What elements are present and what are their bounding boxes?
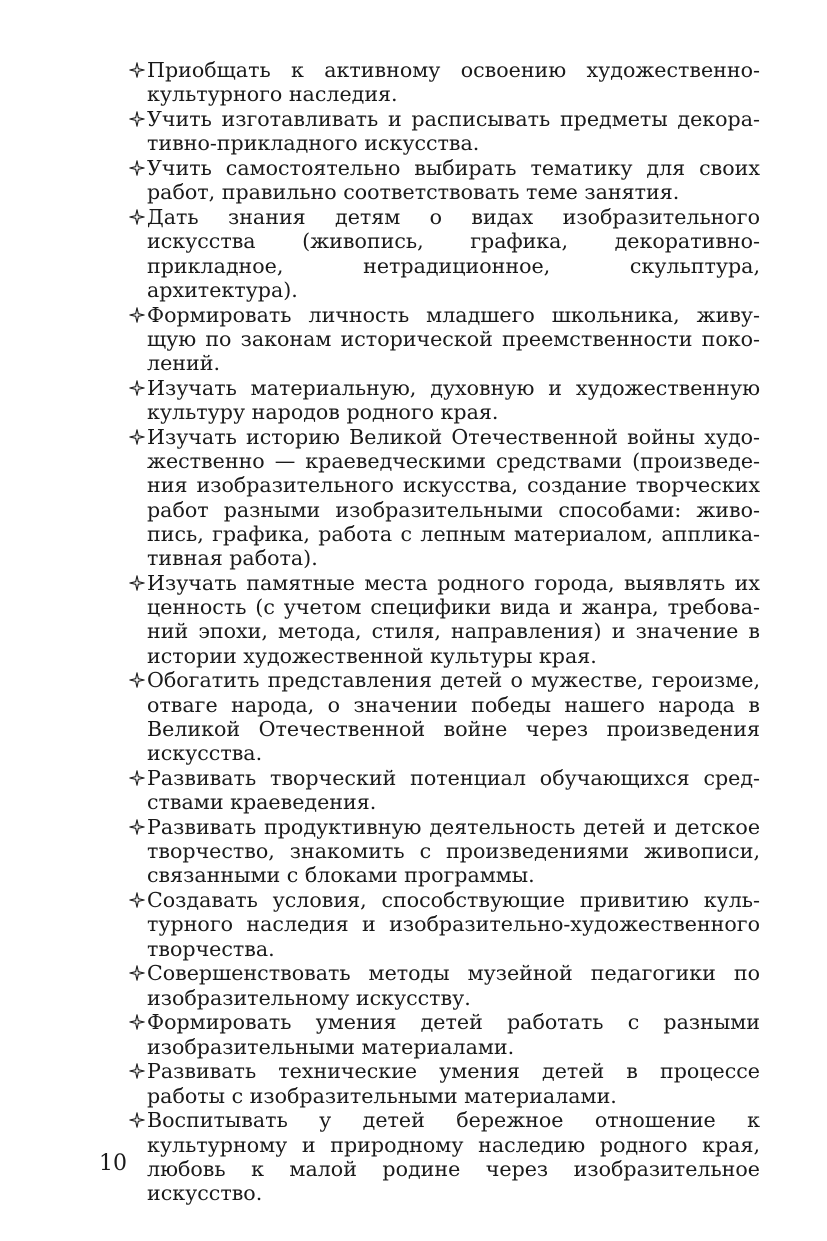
four-pointed-star-icon	[128, 766, 146, 790]
list-item	[128, 961, 760, 1010]
list-item-text: Дать знания детям о видах изобразительного искусства (живопись, графика, декоративно-прикладное, нетрадиционное, скульптура, архитектура).	[147, 205, 760, 302]
four-pointed-star-icon	[128, 571, 146, 595]
list-item	[128, 1010, 760, 1059]
list-item-text: Воспитывать у детей бережное отношение к культурному и природному наследию родного края, любовь к малой родине через изобразительное искусство.	[147, 1108, 760, 1205]
list-item	[128, 107, 760, 156]
list-item-text: Совершенствовать методы музейной педагогики по изобразительному искусству.	[147, 961, 760, 1010]
list-item	[128, 425, 760, 571]
four-pointed-star-icon	[128, 107, 146, 131]
list-item	[128, 815, 760, 888]
list-item-text: Формировать личность младшего школьника, живущую по законам исторической преемственности поколений.	[147, 302, 760, 375]
list-item	[128, 766, 760, 815]
four-pointed-star-icon	[128, 376, 146, 400]
list-item-text: Формировать умения детей работать с разными изобразительными материалами.	[147, 1010, 760, 1059]
four-pointed-star-icon	[128, 1010, 146, 1034]
four-pointed-star-icon	[128, 815, 146, 839]
four-pointed-star-icon	[128, 1108, 146, 1132]
list-item	[128, 303, 760, 376]
four-pointed-star-icon	[128, 205, 146, 229]
list-item	[128, 156, 760, 205]
list-item-text: Приобщать к активному освоению художественно-культурного наследия.	[147, 58, 760, 107]
list-item	[128, 1108, 760, 1205]
list-item-text: Учить самостоятельно выбирать тематику для своих работ, правильно соответствовать теме занятия.	[147, 156, 760, 205]
list-item-text: Изучать историю Великой Отечественной войны художественно — краеведческими средствами (произведения изобразительного искусства, создание творческих работ разными изобразительными способами: живопись, графика, работа с лепным материалом, аппликативная работа).	[147, 424, 760, 570]
list-item-text: Развивать продуктивную деятельность детей и детское творчество, знакомить с произведениями живописи, связанными с блоками программы.	[147, 814, 760, 888]
four-pointed-star-icon	[128, 156, 146, 180]
four-pointed-star-icon	[128, 425, 146, 449]
four-pointed-star-icon	[128, 58, 146, 82]
four-pointed-star-icon	[128, 303, 146, 327]
goals-list	[128, 58, 760, 1206]
list-item	[128, 58, 760, 107]
page-number: 10	[99, 1151, 127, 1176]
list-item	[128, 376, 760, 425]
list-item	[128, 205, 760, 302]
list-item-text: Создавать условия, способствующие привитию культурного наследия и изобразительно-художественного творчества.	[147, 888, 760, 961]
list-item	[128, 888, 760, 961]
four-pointed-star-icon	[128, 961, 146, 985]
list-item	[128, 668, 760, 765]
list-item-text: Изучать памятные места родного города, выявлять их ценность (с учетом специфики вида и жанра, требований эпохи, метода, стиля, направления) и значение в истории художественной культуры края.	[147, 570, 760, 668]
list-item-text: Учить изготавливать и расписывать предметы декоративно-прикладного искусства.	[147, 107, 760, 156]
list-item	[128, 1059, 760, 1108]
four-pointed-star-icon	[128, 1059, 146, 1083]
four-pointed-star-icon	[128, 888, 146, 912]
list-item	[128, 571, 760, 668]
list-item-text: Развивать творческий потенциал обучающихся средствами краеведения.	[147, 765, 760, 814]
list-item-text: Обогатить представления детей о мужестве, героизме, отваге народа, о значении победы нашего народа в Великой Отечественной войне через произведения искусства.	[147, 668, 760, 765]
list-item-text: Развивать технические умения детей в процессе работы с изобразительными материалами.	[147, 1059, 760, 1108]
four-pointed-star-icon	[128, 668, 146, 692]
list-item-text: Изучать материальную, духовную и художественную культуру народов родного края.	[147, 375, 760, 424]
